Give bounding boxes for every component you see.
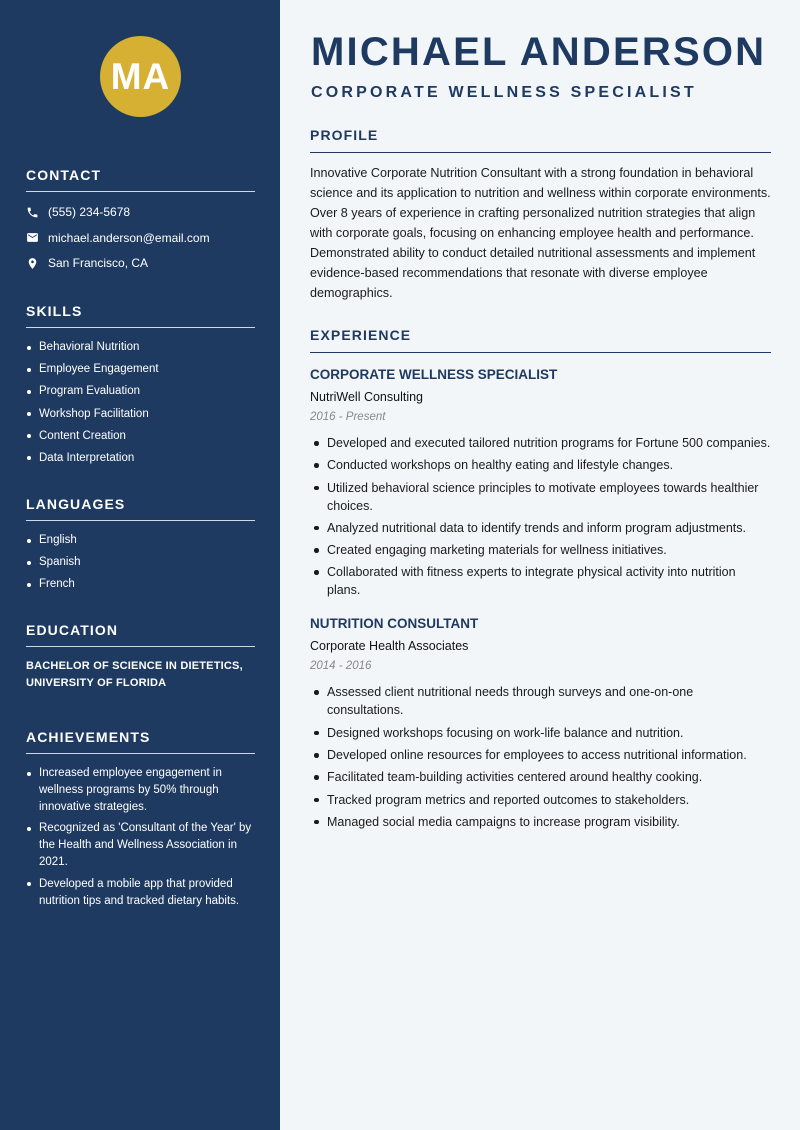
duty-item: Designed workshops focusing on work-life balance and nutrition.	[310, 724, 771, 742]
achievement-item: Recognized as 'Consultant of the Year' by the Health and Wellness Association in 2021.	[26, 820, 255, 870]
main-content	[280, 0, 800, 1130]
job-duties	[310, 683, 771, 830]
duty-item: Created engaging marketing materials for wellness initiatives.	[310, 541, 771, 559]
profile-text: Innovative Corporate Nutrition Consultant with a strong foundation in behavioral science and its application to nutrition and wellness within corporate environments. Over 8 years of experience in crafting personalized nutrition strategies that align with corporate goals, focusing on enhancing employee health and performance. Demonstrated ability to conduct detailed nutritional assessments and implement evidence-based recommendations that resonate with diverse employee demographics.	[310, 166, 771, 300]
job-duties	[310, 434, 771, 599]
languages-list	[26, 532, 255, 592]
language-item: Spanish	[26, 554, 255, 570]
duty-item: Conducted workshops on healthy eating and lifestyle changes.	[310, 456, 771, 474]
education-heading: EDUCATION	[26, 622, 255, 647]
achievement-item: Increased employee engagement in wellness programs by 50% through innovative strategies.	[26, 765, 255, 815]
languages-heading: LANGUAGES	[26, 496, 255, 521]
education-degree: BACHELOR OF SCIENCE IN DIETETICS, UNIVERSITY OF FLORIDA	[26, 660, 243, 689]
job-title: CORPORATE WELLNESS SPECIALIST	[310, 367, 558, 382]
skill-item: Behavioral Nutrition	[26, 339, 255, 355]
skills-heading: SKILLS	[26, 303, 255, 328]
education-section	[26, 622, 255, 692]
job-dates: 2014 - 2016	[310, 660, 372, 673]
avatar-initials: MA	[100, 36, 181, 117]
job-company: NutriWell Consulting	[310, 390, 424, 404]
skill-item: Workshop Facilitation	[26, 406, 255, 422]
experience-heading: EXPERIENCE	[310, 327, 771, 353]
contact-phone	[26, 204, 255, 220]
duty-item: Utilized behavioral science principles to motivate employees towards healthier choices.	[310, 479, 771, 515]
candidate-name: MICHAEL ANDERSON	[311, 30, 767, 74]
job-title: NUTRITION CONSULTANT	[310, 616, 479, 632]
duty-item: Tracked program metrics and reported outcomes to stakeholders.	[310, 791, 771, 809]
duty-item: Analyzed nutritional data to identify trends and inform program adjustments.	[310, 519, 771, 537]
skills-list	[26, 339, 255, 466]
email-icon	[26, 231, 39, 244]
contact-location	[26, 255, 255, 271]
duty-item: Managed social media campaigns to increase program visibility.	[310, 813, 771, 831]
achievements-heading: ACHIEVEMENTS	[26, 729, 255, 754]
phone-icon	[26, 206, 39, 219]
candidate-title: CORPORATE WELLNESS SPECIALIST	[311, 84, 697, 101]
achievements-list	[26, 765, 255, 909]
job-entry	[310, 615, 771, 830]
skills-section	[26, 303, 255, 472]
contact-list	[26, 204, 255, 271]
contact-section	[26, 167, 255, 281]
job-dates: 2016 - Present	[310, 411, 386, 423]
location-pin-icon	[26, 257, 39, 270]
language-item: English	[26, 532, 255, 548]
languages-section	[26, 496, 255, 599]
job-entry	[310, 366, 771, 599]
duty-item: Developed and executed tailored nutrition programs for Fortune 500 companies.	[310, 434, 771, 452]
profile-heading: PROFILE	[310, 127, 771, 153]
duty-item: Collaborated with fitness experts to integrate physical activity into nutrition plans.	[310, 563, 771, 599]
email-text: michael.anderson@email.com	[48, 230, 210, 245]
location-text: San Francisco, CA	[48, 256, 149, 271]
skill-item: Content Creation	[26, 428, 255, 444]
contact-email	[26, 230, 255, 246]
phone-text: (555) 234-5678	[48, 205, 131, 219]
duty-item: Assessed client nutritional needs through surveys and one-on-one consultations.	[310, 683, 771, 719]
experience-section	[310, 327, 771, 835]
language-item: French	[26, 576, 255, 592]
duty-item: Developed online resources for employees to access nutritional information.	[310, 746, 771, 764]
duty-item: Facilitated team-building activities centered around healthy cooking.	[310, 768, 771, 786]
profile-section	[310, 127, 771, 316]
skill-item: Program Evaluation	[26, 383, 255, 399]
achievement-item: Developed a mobile app that provided nutrition tips and tracked dietary habits.	[26, 876, 255, 910]
skill-item: Employee Engagement	[26, 361, 255, 377]
sidebar	[0, 0, 280, 1130]
skill-item: Data Interpretation	[26, 450, 255, 466]
achievements-section	[26, 729, 255, 914]
job-company: Corporate Health Associates	[310, 639, 469, 654]
contact-heading: CONTACT	[26, 167, 255, 192]
